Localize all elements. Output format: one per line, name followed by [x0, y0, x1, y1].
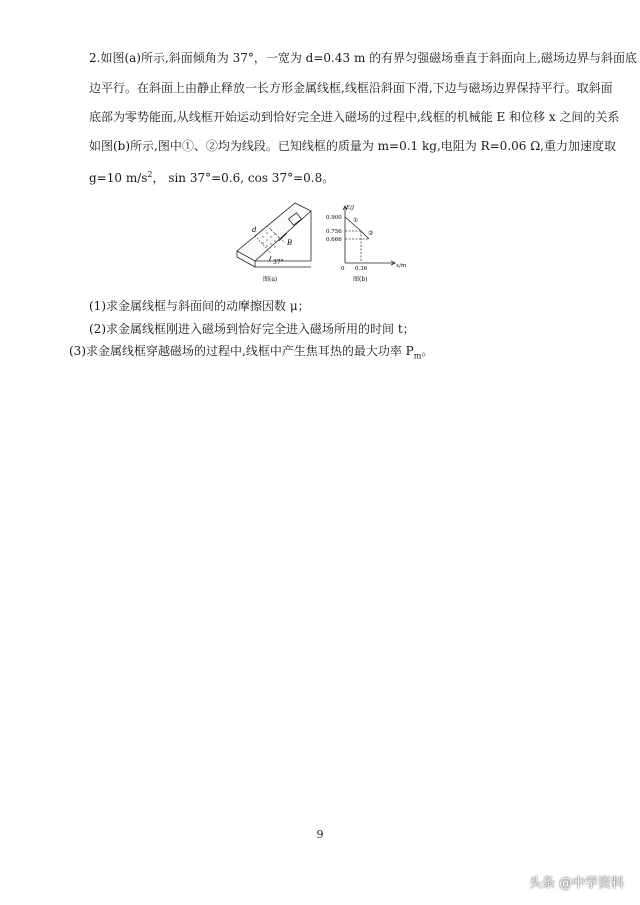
caption-b: 图(b)	[353, 276, 368, 283]
figure-a-incline	[237, 203, 311, 267]
tick-0900: 0.900	[326, 215, 342, 221]
gravity-value: g=10 m/s	[89, 171, 148, 185]
tick-0756: 0.756	[326, 229, 342, 235]
trig-values: ， sin 37°=0.6, cos 37°=0.8。	[152, 171, 335, 185]
problem-text-line-4: 如图(b)所示,图中①、②均为线段。已知线框的质量为 m=0.1 kg,电阻为 R=0.06 Ω,重力加速度取	[89, 139, 616, 153]
question-2: (2)求金属线框刚进入磁场到恰好完全进入磁场所用的时间 t；	[89, 322, 415, 336]
figure-svg	[235, 201, 405, 291]
question-3	[69, 342, 433, 360]
origin-label: 0	[341, 266, 345, 272]
question-3-text: (3)求金属线框穿越磁场的过程中,线框中产生焦耳热的最大功率 P	[69, 344, 414, 358]
segment-2-label: ②	[368, 230, 374, 237]
subscript-m: m	[413, 351, 422, 361]
label-d: d	[252, 226, 257, 234]
problem-text-line-3: 底部为零势能面,从线框开始运动到恰好完全进入磁场的过程中,线框的机械能 E 和位移 x 之间的关系	[89, 110, 620, 124]
y-axis-label: E/J	[346, 205, 355, 211]
watermark: 头条 @中学资料	[528, 876, 624, 891]
caption-a: 图(a)	[263, 276, 278, 283]
problem-text-line-5	[89, 167, 334, 186]
label-b: B	[287, 239, 293, 247]
segment-1-label: ①	[353, 217, 359, 224]
problem-figure	[235, 201, 405, 291]
question-3-end: 。	[421, 344, 434, 358]
problem-text-line-1: 2.如图(a)所示,斜面倾角为 37°，一宽为 d=0.43 m 的有界匀强磁场垂直于斜面向上,磁场边界与斜面底	[89, 51, 637, 65]
question-1: (1)求金属线框与斜面间的动摩擦因数 μ；	[89, 299, 310, 313]
label-angle: 37°	[273, 259, 284, 266]
page-number: 9	[316, 828, 324, 841]
tick-x-036: 0.36	[355, 266, 368, 272]
tick-0666: 0.666	[326, 237, 342, 243]
problem-text-line-2: 边平行。在斜面上由静止释放一长方形金属线框,线框沿斜面下滑,下边与磁场边界保持平行。取斜面	[89, 81, 613, 95]
exponent: 2	[147, 170, 153, 179]
x-axis-label: x/m	[396, 263, 407, 269]
